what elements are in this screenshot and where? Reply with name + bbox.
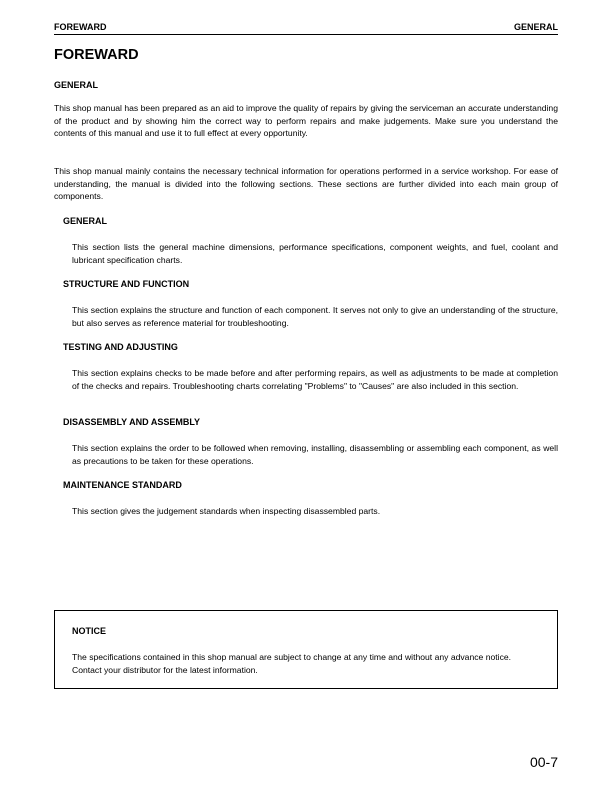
contents-paragraph: This shop manual mainly contains the necessary technical information for operations performed in a service workshop. For ease of understanding, the manual is divided into the following sections. These sections are further divided into each main group of components. — [54, 166, 558, 202]
section-text-testing-adjusting: This section explains checks to be made before and after performing repairs, as well as adjustments to be made at completion of the checks and repairs. Troubleshooting charts correlating "Problems" to "Causes" are also included in this section. — [72, 368, 558, 391]
notice-text: The specifications contained in this shop manual are subject to change at any time and without any advance notice. Contact your distributor for the latest information. — [72, 652, 512, 675]
intro-paragraph: This shop manual has been prepared as an aid to improve the quality of repairs by giving the serviceman an accurate understanding of the product and by showing him the correct way to perform repairs and make judgements. Make sure you understand the contents of this manual and use it to full effect at every opportunity. — [54, 103, 558, 139]
section-heading-maintenance-standard: MAINTENANCE STANDARD — [63, 480, 182, 490]
running-head — [54, 21, 558, 35]
running-head-left: FOREWARD — [54, 22, 107, 32]
section-text-structure-function: This section explains the structure and function of each component. It serves not only to give an understanding of the structure, but also serves as reference material for troubleshooting. — [72, 305, 558, 328]
section-heading-testing-adjusting: TESTING AND ADJUSTING — [63, 342, 178, 352]
running-head-right: GENERAL — [513, 22, 558, 32]
section-heading-general: GENERAL — [63, 216, 108, 226]
section-text-disassembly-assembly: This section explains the order to be followed when removing, installing, disassembling or assembling each component, as well as precautions to be taken for these operations. — [72, 443, 558, 466]
main-heading: GENERAL — [54, 80, 99, 90]
section-text-maintenance-standard: This section gives the judgement standards when inspecting disassembled parts. — [72, 506, 381, 516]
notice-title: NOTICE — [72, 626, 107, 636]
page-number: 00-7 — [529, 754, 558, 770]
section-heading-disassembly-assembly: DISASSEMBLY AND ASSEMBLY — [63, 417, 201, 427]
notice-box — [54, 610, 558, 689]
section-heading-structure-function: STRUCTURE AND FUNCTION — [63, 279, 190, 289]
page-title: FOREWARD — [54, 47, 139, 63]
section-text-general: This section lists the general machine dimensions, performance specifications, component weights, and fuel, coolant and lubricant specification charts. — [72, 242, 558, 265]
